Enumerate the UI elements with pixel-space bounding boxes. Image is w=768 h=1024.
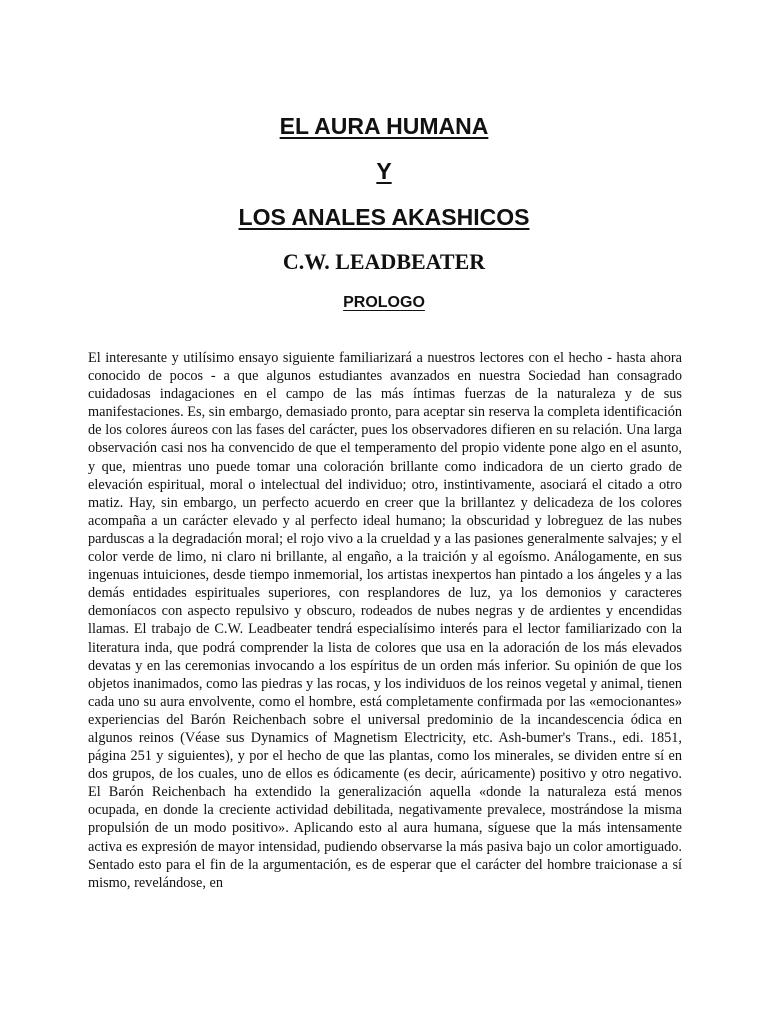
section-heading — [0, 292, 768, 314]
body-paragraph: El interesante y utilísimo ensayo siguiente familiarizará a nuestros lectores con el hecho - hasta ahora conocido de pocos - a que algunos estudiantes avanzados en nuestra Sociedad han consagrado cuidadosas indagaciones en el campo de las más íntimas fuerzas de la naturaleza y de sus manifestaciones. Es, sin embargo, demasiado pronto, para aceptar sin reserva la completa identificación de los colores áureos con las fases del carácter, pues los observadores difieren en su relación. Una larga observación casi nos ha convencido de que el temperamento del propio vidente pone algo en el asunto, y que, mientras uno puede tomar una coloración brillante como indicadora de un cierto grado de elevación espiritual, moral o intelectual del individuo; otro, instintivamente, asociará el citado a otro matiz. Hay, sin embargo, un perfecto acuerdo en creer que la brillantez y delicadeza de los colores acompaña a un carácter elevado y al perfecto ideal humano; la obscuridad y lobreguez de las nubes parduscas a la degradación moral; el rojo vivo a la crueldad y a las pasiones generalmente salvajes; y el color verde de limo, ni claro ni brillante, al engaño, a la traición y al egoísmo. Análogamente, en sus ingenuas intuiciones, desde tiempo inmemorial, los artistas inexpertos han pintado a los ángeles y a las demás entidades espirituales superiores, con resplandores de luz, ya los demonios y caracteres demoníacos con aspecto repulsivo y obscuro, rodeados de nubes negras y de ardientes y encendidas llamas. El trabajo de C.W. Leadbeater tendrá especialísimo interés para el lector familiarizado con la literatura inda, que podrá comprender la lista de colores que usa en la adoración de los más elevados devatas y en las ceremonias invocando a los espíritus de un orden más inferior. Su opinión de que los objetos inanimados, como las piedras y las rocas, y los individuos de los reinos vegetal y animal, tienen cada uno su aura envolvente, como el hombre, está completamente confirmada por las «emocionantes» experiencias del Barón Reichenbach sobre el universal predominio de la incandescencia ódica en algunos reinos (Véase sus Dynamics of Magnetism Electricity, etc. Ash-bumer's Trans., edi. 1851, página 251 y siguientes), y por el hecho de que las plantas, como los minerales, se dividen entre sí en dos grupos, de los cuales, uno de ellos es ódicamente (es decir, aúricamente) positivo y otro negativo. El Barón Reichenbach ha extendido la generalización aquella «donde la naturaleza está menos ocupada, en donde la creciente actividad debilitada, negativamente prevalece, mostrándose la misma propulsión de un modo positivo». Aplicando esto al aura humana, síguese que la más intensamente activa es expresión de mayor intensidad, pudiendo observarse la más pasiva bajo un color amortiguado. Sentado esto para el fin de la argumentación, es de esperar que el carácter del hombre traicionase a sí mismo, revelándose, en — [88, 350, 682, 891]
title-line-3 — [0, 203, 768, 231]
section-heading-text: PROLOGO — [343, 294, 425, 311]
title-line-3-text: LOS ANALES AKASHICOS — [238, 204, 530, 230]
author-name: C.W. LEADBEATER — [282, 249, 486, 274]
title-line-2-text: Y — [376, 158, 392, 184]
title-line-1 — [0, 112, 768, 140]
title-line-1-text: EL AURA HUMANA — [279, 113, 489, 139]
title-line-2 — [0, 157, 768, 185]
